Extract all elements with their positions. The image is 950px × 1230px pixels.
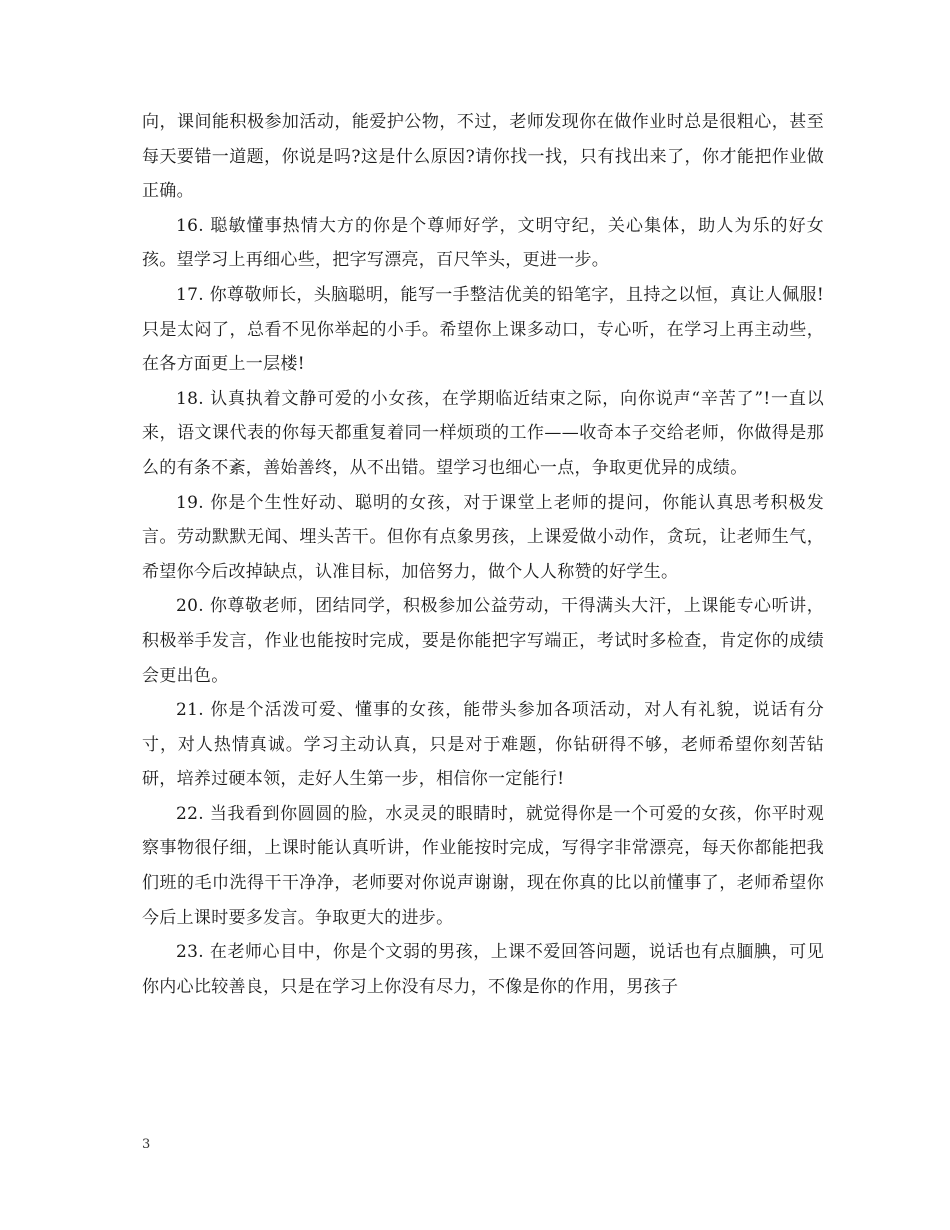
paragraph-continuation: 向，课间能积极参加活动，能爱护公物，不过，老师发现你在做作业时总是很粗心，甚至每天要错一道题，你说是吗?这是什么原因?请你找一找，只有找出来了，你才能把作业做正确。: [142, 112, 824, 202]
paragraph-17: 17. 你尊敬师长，头脑聪明，能写一手整洁优美的铅笔字，且持之以恒，真让人佩服!只是太闷了，总看不见你举起的小手。希望你上课多动口，专心听，在学习上再主动些，在各方面更上一层楼!: [142, 284, 824, 375]
paragraph-19: 19. 你是个生性好动、聪明的女孩，对于课堂上老师的提问，你能认真思考积极发言。劳动默默无闻、埋头苦干。但你有点象男孩，上课爱做小动作，贪玩，让老师生气，希望你今后改掉缺点，认准目标，加倍努力，做个人人称赞的好学生。: [142, 492, 824, 582]
page-number: 3: [142, 1137, 151, 1152]
paragraph-18: 18. 认真执着文静可爱的小女孩，在学期临近结束之际，向你说声“辛苦了”!一直以来，语文课代表的你每天都重复着同一样烦琐的工作——收奇本子交给老师，你做得是那么的有条不紊，善始善终，从不出错。望学习也细心一点，争取更优异的成绩。: [142, 388, 824, 478]
paragraph-20: 20. 你尊敬老师，团结同学，积极参加公益劳动，干得满头大汗，上课能专心听讲，积极举手发言，作业也能按时完成，要是你能把字写端正，考试时多检查，肯定你的成绩会更出色。: [142, 596, 824, 686]
paragraph-22: 22. 当我看到你圆圆的脸，水灵灵的眼睛时，就觉得你是一个可爱的女孩，你平时观察事物很仔细，上课时能认真听讲，作业能按时完成，写得字非常漂亮，每天你都能把我们班的毛巾洗得干干净净，老师要对你说声谢谢，现在你真的比以前懂事了，老师希望你今后上课时要多发言。争取更大的进步。: [142, 803, 824, 928]
paragraph-21: 21. 你是个活泼可爱、懂事的女孩，能带头参加各项活动，对人有礼貌，说话有分寸，对人热情真诚。学习主动认真，只是对于难题，你钻研得不够，老师希望你刻苦钻研，培养过硬本领，走好人生第一步，相信你一定能行!: [142, 700, 824, 790]
paragraph-23: 23. 在老师心目中，你是个文弱的男孩，上课不爱回答问题，说话也有点腼腆，可见你内心比较善良，只是在学习上你没有尽力，不像是你的作用，男孩子: [142, 942, 824, 997]
paragraph-16: 16. 聪敏懂事热情大方的你是个尊师好学，文明守纪，关心集体，助人为乐的好女孩。望学习上再细心些，把字写漂亮，百尺竿头，更进一步。: [142, 215, 824, 271]
text-body: [142, 105, 824, 1004]
